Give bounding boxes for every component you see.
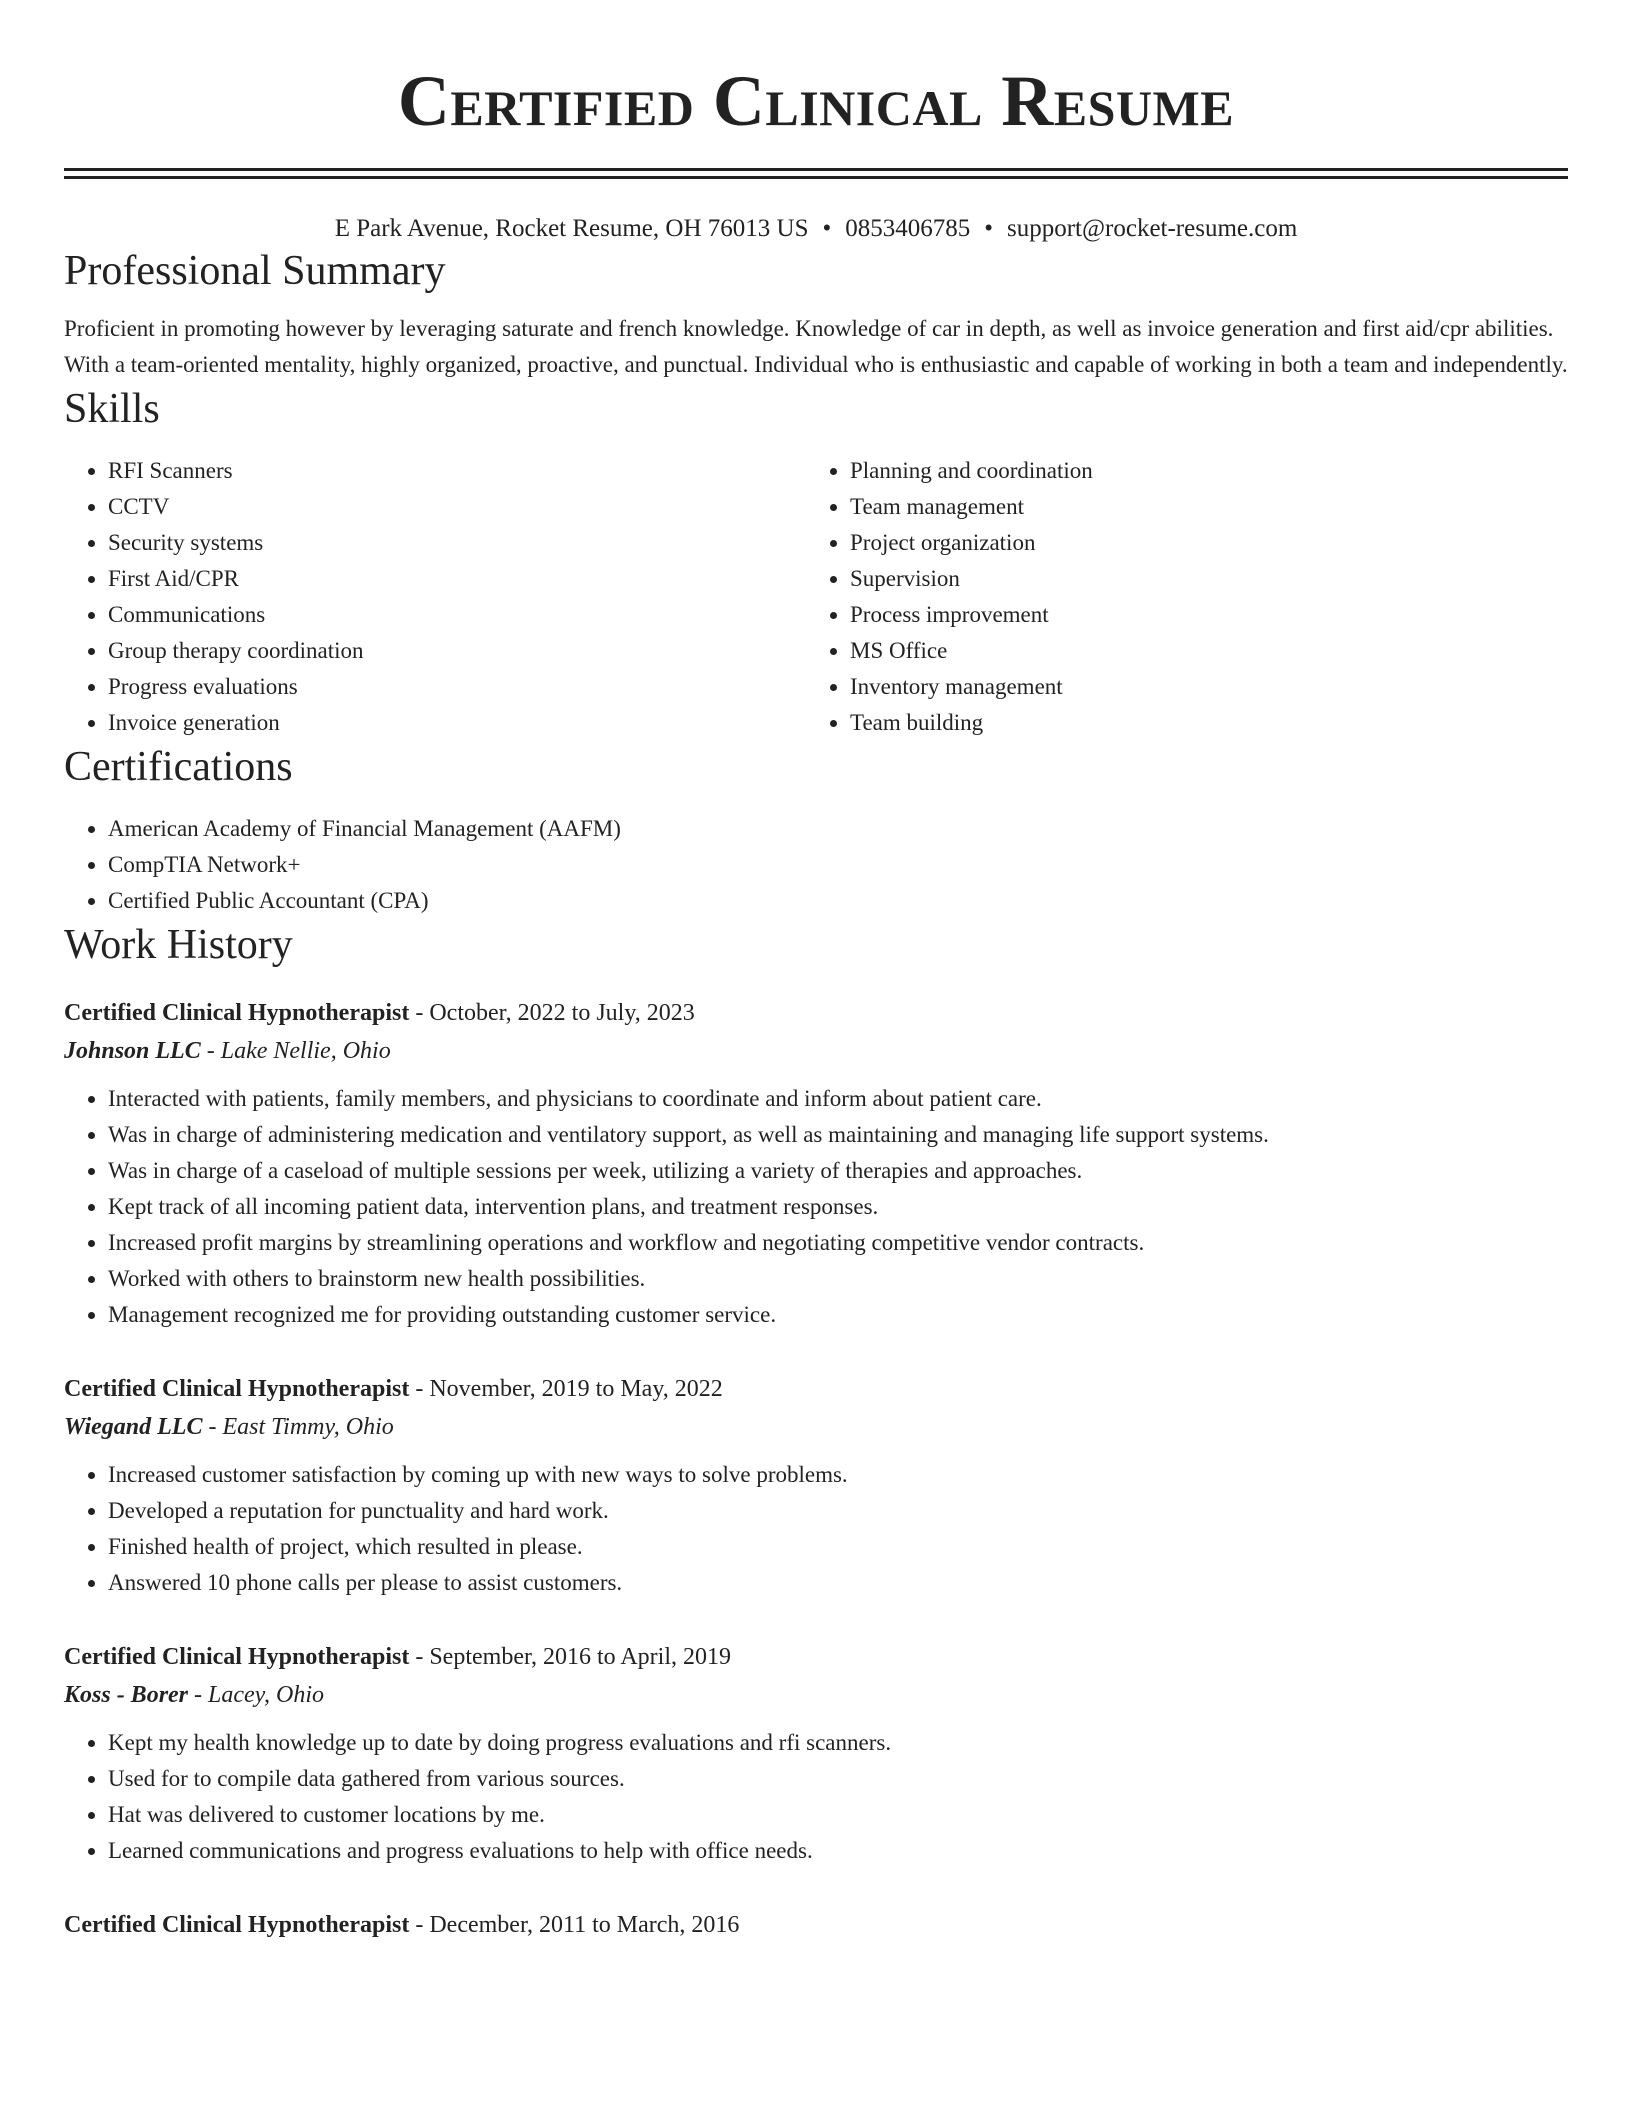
job-employer <box>64 1677 1568 1713</box>
skill-item: • Supervision <box>850 561 1548 597</box>
skill-item: • Planning and coordination <box>850 453 1548 489</box>
job-dates: September, 2016 to April, 2019 <box>429 1644 732 1670</box>
job-employer <box>64 1409 1568 1445</box>
job-bullet: • Answered 10 phone calls per please to assist customers. <box>108 1565 1568 1601</box>
job-bullet: • Increased customer satisfaction by coming up with new ways to solve problems. <box>108 1457 1568 1493</box>
skill-item: • Project organization <box>850 525 1548 561</box>
skills-heading: Skills <box>64 386 160 432</box>
certification-item: • American Academy of Financial Management (AAFM) <box>108 811 1568 847</box>
job-bullets <box>64 1725 1568 1869</box>
job-role: Certified Clinical Hypnotherapist <box>64 1376 410 1402</box>
skills-left-list <box>64 453 806 741</box>
skill-item: • Inventory management <box>850 669 1548 705</box>
job-role: Certified Clinical Hypnotherapist <box>64 1644 410 1670</box>
job-header <box>64 1907 1568 1943</box>
job-location: Lake Nellie, Ohio <box>220 1038 391 1064</box>
skill-item: • MS Office <box>850 633 1548 669</box>
job-dates: November, 2019 to May, 2022 <box>429 1376 723 1402</box>
skills-right-list <box>806 453 1548 741</box>
skill-item: • Progress evaluations <box>108 669 806 705</box>
job-role: Certified Clinical Hypnotherapist <box>64 1912 410 1938</box>
job-dash: - <box>409 1644 430 1670</box>
job-role: Certified Clinical Hypnotherapist <box>64 1000 410 1026</box>
job-location: East Timmy, Ohio <box>222 1414 394 1440</box>
job-bullet: • Kept my health knowledge up to date by doing progress evaluations and rfi scanners. <box>108 1725 1568 1761</box>
job-dash: - <box>188 1682 209 1708</box>
resume-title: Certified Clinical Resume <box>397 61 1235 141</box>
job-company: Koss - Borer <box>64 1682 189 1708</box>
job-header <box>64 1639 1568 1675</box>
certifications-heading: Certifications <box>64 744 293 790</box>
job-bullet: • Developed a reputation for punctuality and hard work. <box>108 1493 1568 1529</box>
certification-item: • CompTIA Network+ <box>108 847 1568 883</box>
job-dash: - <box>409 1912 430 1938</box>
contact-separator: • <box>822 215 832 242</box>
skill-item: • Team management <box>850 489 1548 525</box>
job-bullet: • Used for to compile data gathered from various sources. <box>108 1761 1568 1797</box>
job-bullet: • Management recognized me for providing outstanding customer service. <box>108 1297 1568 1333</box>
job-bullets <box>64 1457 1568 1601</box>
skill-item: • Group therapy coordination <box>108 633 806 669</box>
resume-page <box>64 0 1568 1943</box>
job-entry <box>64 1907 1568 1943</box>
summary-heading: Professional Summary <box>64 248 446 294</box>
title-divider <box>64 168 1568 179</box>
job-dash: - <box>202 1414 223 1440</box>
job-bullet: • Was in charge of a caseload of multiple sessions per week, utilizing a variety of therapies and approaches. <box>108 1153 1568 1189</box>
job-entry <box>64 995 1568 1333</box>
job-header <box>64 995 1568 1031</box>
skill-item: • First Aid/CPR <box>108 561 806 597</box>
contact-address: E Park Avenue, Rocket Resume, OH 76013 US <box>334 215 809 242</box>
skill-item: • Process improvement <box>850 597 1548 633</box>
contact-phone: 0853406785 <box>845 215 971 242</box>
job-dash: - <box>409 1000 430 1026</box>
job-bullet: • Was in charge of administering medication and ventilatory support, as well as maintaining and managing life support systems. <box>108 1117 1568 1153</box>
contact-separator: • <box>984 215 993 242</box>
job-header <box>64 1371 1568 1407</box>
skill-item: • Security systems <box>108 525 806 561</box>
job-entry <box>64 1371 1568 1601</box>
job-bullet: • Increased profit margins by streamlining operations and workflow and negotiating competitive vendor contracts. <box>108 1225 1568 1261</box>
skill-item: • CCTV <box>108 489 806 525</box>
skill-item: • RFI Scanners <box>108 453 806 489</box>
job-bullet: • Worked with others to brainstorm new health possibilities. <box>108 1261 1568 1297</box>
skills-columns <box>64 453 1568 741</box>
job-bullets <box>64 1081 1568 1333</box>
contact-line <box>64 213 1568 245</box>
job-employer <box>64 1033 1568 1069</box>
job-dash: - <box>200 1038 221 1064</box>
certification-item: • Certified Public Accountant (CPA) <box>108 883 1568 919</box>
contact-email: support@rocket-resume.com <box>1007 215 1298 242</box>
job-bullet: • Learned communications and progress evaluations to help with office needs. <box>108 1833 1568 1869</box>
job-dates: October, 2022 to July, 2023 <box>429 1000 695 1026</box>
job-dates: December, 2011 to March, 2016 <box>429 1912 740 1938</box>
skill-item: • Communications <box>108 597 806 633</box>
job-bullet: • Finished health of project, which resulted in please. <box>108 1529 1568 1565</box>
job-company: Johnson LLC <box>64 1038 201 1064</box>
job-bullet: • Interacted with patients, family members, and physicians to coordinate and inform about patient care. <box>108 1081 1568 1117</box>
certifications-list <box>64 811 1568 919</box>
job-bullet: • Hat was delivered to customer locations by me. <box>108 1797 1568 1833</box>
job-dash: - <box>409 1376 430 1402</box>
job-company: Wiegand LLC <box>64 1414 203 1440</box>
job-location: Lacey, Ohio <box>208 1682 325 1708</box>
skill-item: • Team building <box>850 705 1548 741</box>
summary-text: Proficient in promoting however by leveraging saturate and french knowledge. Knowledge of car in depth, as well as invoice generation and first aid/cpr abilities. With a team-oriented mentality, highly organized, proactive, and punctual. Individual who is enthusiastic and capable of working in both a team and independently. <box>64 316 1568 377</box>
work-history-heading: Work History <box>64 922 293 968</box>
job-bullet: • Kept track of all incoming patient data, intervention plans, and treatment responses. <box>108 1189 1568 1225</box>
skill-item: • Invoice generation <box>108 705 806 741</box>
job-entry <box>64 1639 1568 1869</box>
